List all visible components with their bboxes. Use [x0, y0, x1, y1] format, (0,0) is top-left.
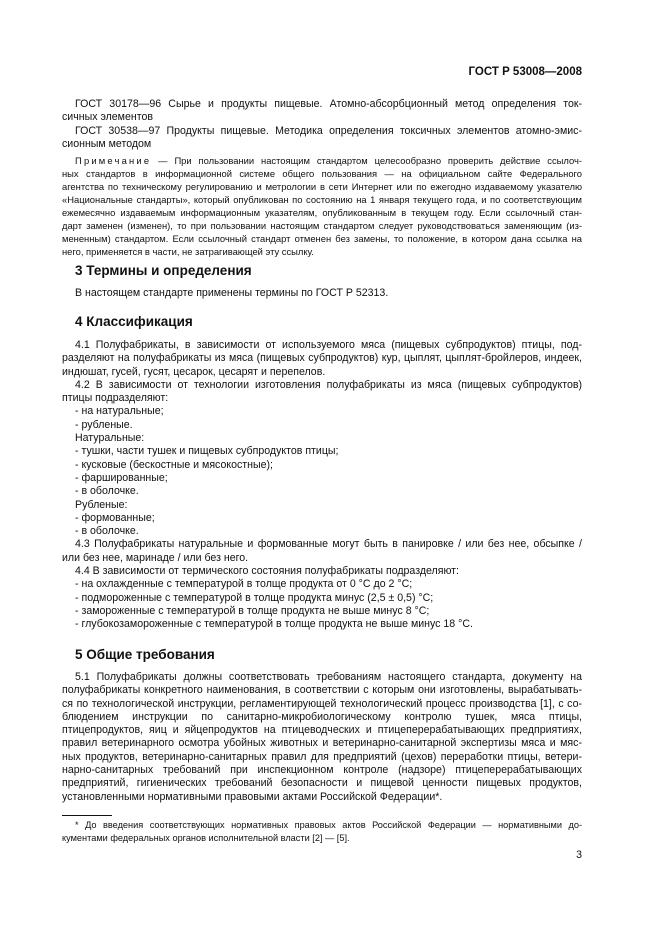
paragraph-line: ГОСТ 30178—96 Сырье и продукты пищевые. Атомно-абсорбционный метод определения ток-: [75, 98, 582, 110]
footnote-divider: [62, 815, 112, 816]
note-label: Примечание: [75, 155, 152, 166]
section-4-heading: 4 Классификация: [75, 314, 193, 329]
footnote-line: кументами федеральных органов исполнительной власти [2] — [5].: [62, 833, 350, 843]
paragraph-line: полуфабрикаты конкретного наименования, в соответствии с которым они изготовлены, вырабатывать-: [62, 684, 582, 697]
paragraph-line: ся по технологической инструкции, регламентирующей технологический процесс производства [1], с со-: [62, 697, 582, 710]
paragraph-line: или без нее, маринаде / или без него.: [62, 551, 249, 564]
references-list: [62, 98, 582, 151]
note-line: ежемесячно издаваемым информационным указателям, опубликованным в текущем году. Если ссылочный стан-: [62, 207, 582, 218]
paragraph-line: индюшат, гусей, гусят, цесарок, цесарят и перепелов.: [62, 365, 326, 378]
note-line: него, применяется в части, не затрагивающей эту ссылку.: [62, 246, 314, 257]
paragraph-line: - на охлажденные с температурой в толще продукта от 0 °С до 2 °С;: [75, 578, 413, 591]
paragraph-line: Рубленые:: [75, 498, 128, 511]
section-3-body: [62, 287, 582, 300]
paragraph-line: 4.2 В зависимости от технологии изготовления полуфабрикаты из мяса (пищевых субпродуктов): [75, 378, 582, 391]
paragraph-line: - тушки, части тушек и пищевых субпродуктов птицы;: [75, 445, 339, 458]
paragraph-line: - формованные;: [75, 511, 155, 524]
paragraph-line: В настоящем стандарте применены термины по ГОСТ Р 52313.: [75, 287, 389, 299]
note-line: «Национальные стандарты», который опубликован по состоянию на 1 января текущего года, и по соответствующим: [62, 194, 582, 205]
paragraph-line: - на натуральные;: [75, 405, 164, 418]
paragraph-line: птицы подразделяют:: [62, 392, 169, 405]
note-line: агентства по техническому регулированию и метрологии в сети Интернет или по ежегодно издаваемому указателю: [62, 181, 582, 192]
footnote-line: * До введения соответствующих нормативных правовых актов Российской Федерации — нормативными до-: [75, 820, 582, 830]
section-4-body: [62, 339, 582, 632]
note-line: Примечание — При пользовании настоящим стандартом целесообразно проверить действие ссылоч-: [75, 155, 582, 166]
paragraph-line: сичных элементов: [62, 111, 153, 124]
footnote: [62, 819, 582, 845]
document-header: ГОСТ Р 53008—2008: [468, 66, 582, 78]
paragraph-line: - в оболочке.: [75, 525, 139, 538]
paragraph-line: Натуральные:: [75, 432, 145, 445]
paragraph-line: 5.1 Полуфабрикаты должны соответствовать требованиям настоящего стандарта, документу на: [75, 671, 582, 683]
paragraph-line: - глубокозамороженные с температурой в толще продукта не выше минус 18 °С.: [75, 618, 473, 631]
paragraph-line: - рубленые.: [75, 418, 133, 431]
paragraph-line: нарно-санитарных требований при инспекционном контроле (надзоре) птицеперерабатывающих: [62, 764, 582, 777]
note-block: [62, 154, 582, 258]
paragraph-line: - фаршированные;: [75, 471, 168, 484]
paragraph-line: - в оболочке.: [75, 485, 139, 498]
note-line: ных стандартов в информационной системе общего пользования — на официальном сайте Федерального: [62, 168, 582, 179]
paragraph-line: 4.4 В зависимости от термического состояния полуфабрикаты подразделяют:: [75, 565, 459, 578]
paragraph-line: 4.3 Полуфабрикаты натуральные и формованные могут быть в панировке / или без нее, обсыпке /: [75, 538, 582, 551]
paragraph-line: разделяют на полуфабрикаты из мяса (пищевых субпродуктов) кур, цыплят, цыплят-бройлеров, индеек,: [62, 352, 582, 365]
paragraph-line: ГОСТ 30538—97 Продукты пищевые. Методика определения токсичных элементов атомно-эмис-: [75, 124, 582, 137]
note-line: дарт заменен (изменен), то при пользовании настоящим стандартом следует руководствоваться заменяющим (из-: [62, 220, 582, 231]
paragraph-line: блюдением инструкции по санитарно-микробиологическому контролю тушек, мяса птицы,: [62, 710, 582, 723]
paragraph-line: птицепродуктов, яиц и яйцепродуктов на птицеводческих и птицеперерабатывающих предприятиях,: [62, 724, 582, 737]
paragraph-line: предприятий, гигиенических требований безопасности и пищевой ценности пищевых продуктов,: [62, 777, 582, 790]
section-3-heading: 3 Термины и определения: [75, 263, 252, 278]
note-line: мененным) стандартом. Если ссылочный стандарт отменен без замены, то положение, в котором дана ссылка на: [62, 233, 582, 244]
paragraph-line: - подмороженные с температурой в толще продукта минус (2,5 ± 0,5) °С;: [75, 591, 434, 604]
page-number: 3: [576, 849, 582, 861]
paragraph-line: сионным методом: [62, 137, 152, 150]
paragraph-line: - замороженные с температурой в толще продукта не выше минус 8 °С;: [75, 604, 430, 617]
paragraph-line: установленными нормативными правовыми актами Российской Федерации*.: [62, 790, 443, 803]
section-5-body: [62, 671, 582, 804]
section-5-heading: 5 Общие требования: [75, 647, 215, 662]
paragraph-line: ных продуктов, ветеринарно-санитарных правил для предприятий (цехов) переработки птицы, ветери-: [62, 750, 582, 763]
paragraph-line: правил ветеринарного осмотра убойных животных и ветеринарно-санитарной экспертизы мяса и мяс-: [62, 737, 582, 750]
paragraph-line: - кусковые (бескостные и мясокостные);: [75, 458, 273, 471]
paragraph-line: 4.1 Полуфабрикаты, в зависимости от используемого мяса (пищевых субпродуктов) птицы, под-: [75, 339, 582, 351]
